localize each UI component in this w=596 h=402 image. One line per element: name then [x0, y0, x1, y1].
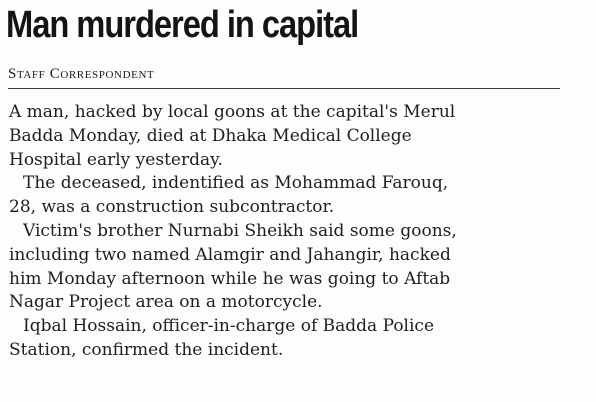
text-line: The deceased, indentified as Mohammad Farouq,: [23, 173, 449, 194]
paragraph-3: [9, 220, 569, 315]
text-line: including two named Alamgir and Jahangir, hacked: [9, 244, 451, 265]
paragraph-4: [9, 315, 569, 363]
text-line: him Monday afternoon while he was going to Aftab: [9, 268, 451, 289]
text-line: Iqbal Hossain, officer-in-charge of Badda Police: [23, 316, 435, 337]
text-line: Nagar Project area on a motorcycle.: [9, 292, 323, 313]
paragraph-1: [9, 101, 569, 172]
article-body: [9, 101, 569, 363]
text-line: A man, hacked by local goons at the capital's Merul: [9, 102, 456, 122]
text-line: 28, was a construction subcontractor.: [9, 197, 335, 218]
text-line: Station, confirmed the incident.: [9, 339, 284, 360]
text-line: Badda Monday, died at Dhaka Medical College: [9, 125, 412, 146]
paragraph-2: [9, 172, 569, 220]
byline-divider: [8, 88, 560, 89]
headline: Man murdered in capital: [6, 4, 359, 46]
byline: Staff Correspondent: [8, 66, 155, 82]
text-line: Hospital early yesterday.: [9, 149, 223, 170]
text-line: Victim's brother Nurnabi Sheikh said some goons,: [23, 220, 457, 241]
